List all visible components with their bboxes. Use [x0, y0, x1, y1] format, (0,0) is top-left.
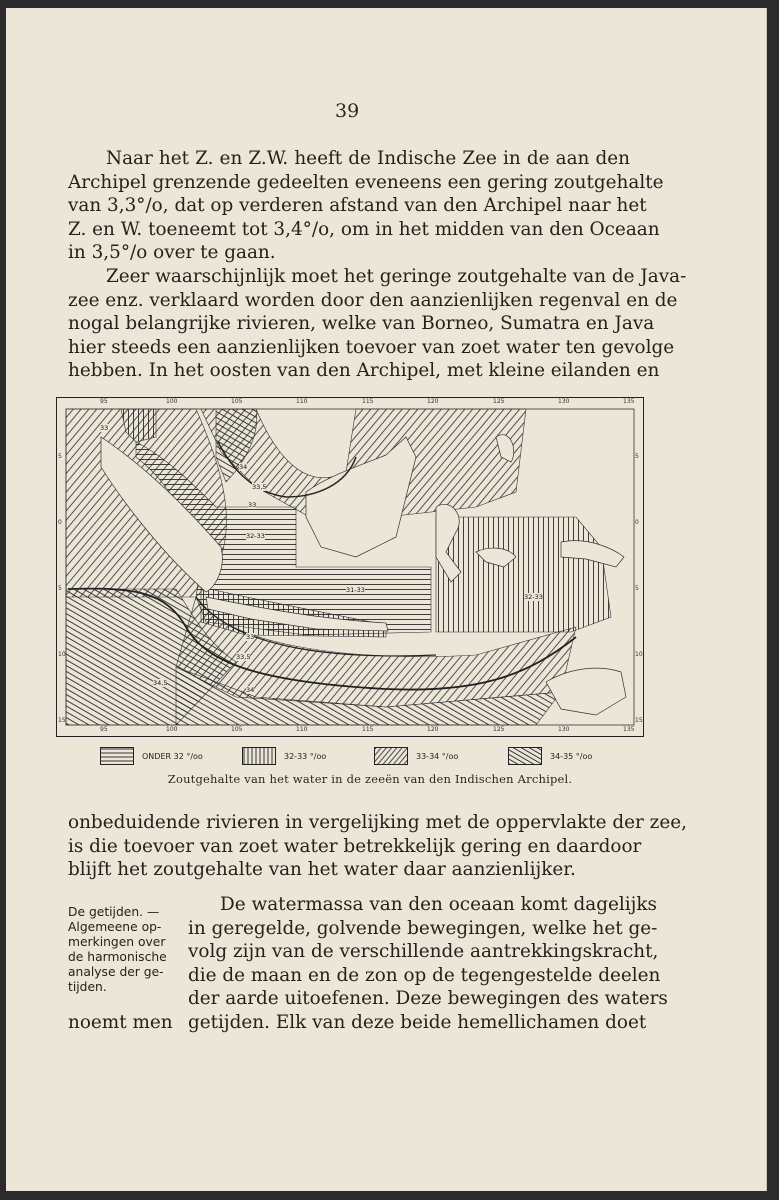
margin-note-line: de harmonische	[68, 950, 167, 964]
text-line: blijft het zoutgehalte van het water daar aanzienlijker.	[68, 859, 576, 880]
paragraph-salinity-south-west	[68, 147, 664, 265]
zone-label: 34	[246, 686, 255, 694]
horizontal-hatch-swatch	[100, 747, 134, 765]
zone-label: 33,5	[236, 653, 251, 661]
longitude-label: 135	[623, 398, 635, 405]
legend-label: ONDER 32 °/oo	[142, 751, 203, 761]
legend-label: 32-33 °/oo	[284, 751, 327, 761]
paragraph-java-sea	[68, 265, 687, 383]
longitude-label: 135	[623, 726, 635, 733]
zone-labels	[56, 397, 644, 737]
latitude-label: 5	[635, 453, 639, 460]
margin-note-tides	[68, 905, 180, 995]
figure-caption: Zoutgehalte van het water in de zeeën van den Indischen Archipel.	[167, 772, 573, 786]
legend-label: 34-35 °/oo	[550, 751, 593, 761]
zone-label: 32-33	[524, 593, 543, 601]
margin-note-line: Algemeene op-	[68, 920, 162, 934]
latitude-label: 10	[635, 651, 643, 658]
text-line: onbeduidende rivieren in vergelijking met de oppervlakte der zee,	[68, 812, 687, 833]
text-line: hebben. In het oosten van den Archipel, met kleine eilanden en	[68, 360, 660, 381]
text-line: der aarde uitoefenen. Deze bewegingen des waters	[188, 988, 668, 1009]
text-line: hier steeds een aanzienlijken toevoer van zoet water ten gevolge	[68, 336, 675, 358]
legend-item	[100, 745, 203, 767]
last-line-right	[188, 1011, 647, 1035]
zone-label: 33	[100, 424, 109, 432]
latitude-label: 15	[635, 717, 643, 724]
zone-label: 34,5	[153, 679, 168, 687]
longitude-label: 95	[100, 398, 108, 405]
longitude-label: 100	[166, 726, 178, 733]
margin-note-line: merkingen over	[68, 935, 166, 949]
text-line: noemt men	[68, 1012, 173, 1033]
longitude-label: 125	[493, 726, 505, 733]
zone-label: 33	[248, 501, 257, 509]
longitude-label: 120	[427, 398, 439, 405]
paragraph-tides	[188, 893, 668, 1011]
longitude-label: 130	[558, 398, 570, 405]
map-legend	[100, 745, 620, 767]
longitude-label: 115	[362, 398, 374, 405]
text-line: is die toevoer van zoet water betrekkelijk gering en daardoor	[68, 835, 642, 857]
legend-item	[508, 745, 592, 767]
salinity-map	[56, 397, 644, 737]
text-line: Naar het Z. en Z.W. heeft de Indische Zee in de aan den	[106, 148, 630, 169]
longitude-label: 110	[296, 398, 308, 405]
longitude-label: 100	[166, 398, 178, 405]
text-line: in geregelde, golvende bewegingen, welke het ge-	[188, 917, 658, 939]
text-line: in 3,5°/o over te gaan.	[68, 242, 276, 263]
longitude-label: 130	[558, 726, 570, 733]
zone-label: 32-33	[246, 532, 265, 540]
zone-label: 33,5	[252, 483, 267, 491]
back-diagonal-hatch-swatch	[508, 747, 542, 765]
paragraph-eastern-archipelago	[68, 811, 687, 882]
text-line: Archipel grenzende gedeelten eveneens een gering zoutgehalte	[68, 171, 664, 193]
legend-item	[242, 745, 326, 767]
longitude-label: 115	[362, 726, 374, 733]
longitude-label: 120	[427, 726, 439, 733]
zone-label: 31-33	[346, 586, 365, 594]
last-line-left	[68, 1011, 180, 1035]
longitude-label: 125	[493, 398, 505, 405]
margin-note-line: tijden.	[68, 980, 107, 994]
latitude-label: 10	[58, 651, 66, 658]
margin-note-line: De getijden. —	[68, 905, 160, 919]
latitude-label: 0	[635, 519, 639, 526]
longitude-label: 105	[231, 398, 243, 405]
latitude-label: 5	[58, 453, 62, 460]
zone-label: 33	[246, 633, 255, 641]
longitude-label: 95	[100, 726, 108, 733]
vertical-hatch-swatch	[242, 747, 276, 765]
text-line: volg zijn van de verschillende aantrekkingskracht,	[188, 941, 659, 962]
latitude-label: 5	[635, 585, 639, 592]
longitude-label: 110	[296, 726, 308, 733]
latitude-label: 0	[58, 519, 62, 526]
longitude-label: 105	[231, 726, 243, 733]
legend-item	[374, 745, 458, 767]
text-line: die de maan en de zon op de tegengestelde deelen	[188, 964, 661, 986]
text-line: Z. en W. toeneemt tot 3,4°/o, om in het midden van den Oceaan	[68, 218, 660, 240]
text-line: nogal belangrijke rivieren, welke van Borneo, Sumatra en Java	[68, 313, 655, 334]
latitude-label: 5	[58, 585, 62, 592]
text-line: van 3,3°/o, dat op verderen afstand van den Archipel naar het	[68, 195, 647, 216]
legend-label: 33-34 °/oo	[416, 751, 459, 761]
text-line: getijden. Elk van deze beide hemellichamen doet	[188, 1012, 647, 1033]
margin-note-line: analyse der ge-	[68, 965, 164, 979]
latitude-label: 15	[58, 717, 66, 724]
text-line: zee enz. verklaard worden door den aanzienlijken regenval en de	[68, 289, 678, 311]
zone-label: 34	[239, 463, 248, 471]
page-number: 39	[335, 100, 360, 122]
diagonal-hatch-swatch	[374, 747, 408, 765]
text-line: Zeer waarschijnlijk moet het geringe zoutgehalte van de Java-	[106, 266, 687, 287]
text-line: De watermassa van den oceaan komt dagelijks	[220, 894, 657, 915]
